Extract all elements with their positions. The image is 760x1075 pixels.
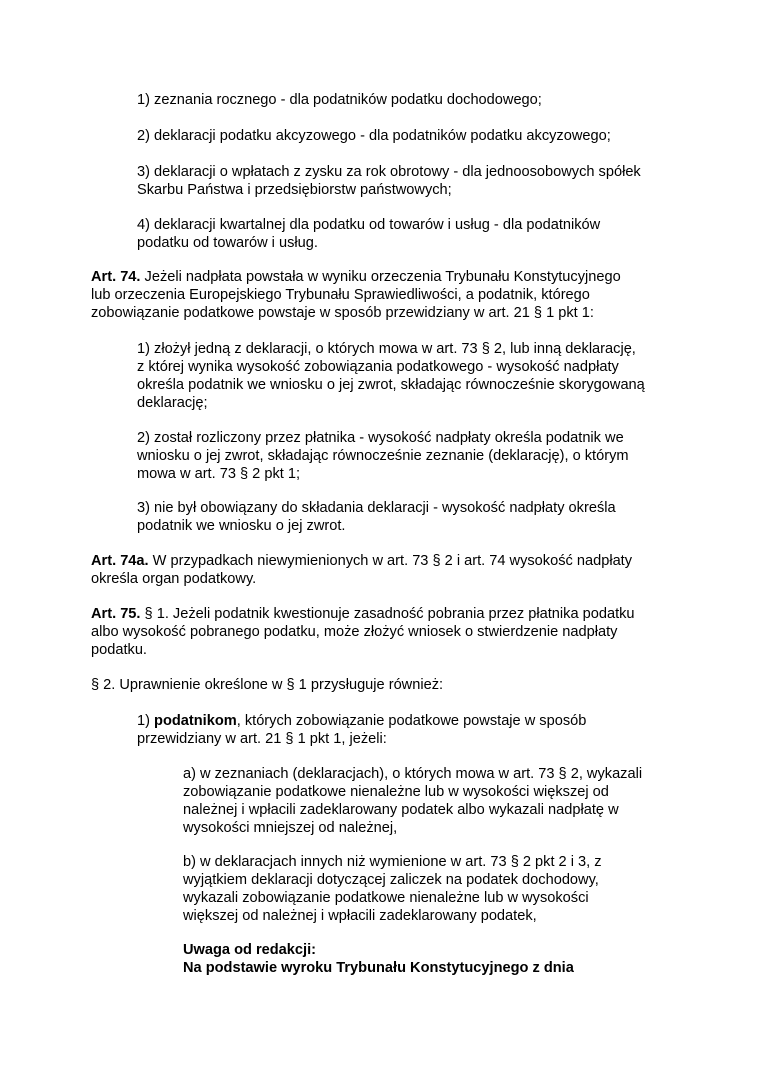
point-text: podatnik we wniosku o jej zwrot. [137,518,346,534]
article-75-letter-a [183,765,642,837]
letter-text: wyjątkiem deklaracji dotyczącej zaliczek na podatek dochodowy, [183,872,599,888]
point-text: 2) został rozliczony przez płatnika - wysokość nadpłaty określa podatnik we [137,430,624,446]
note-title: Uwaga od redakcji: [183,942,317,958]
letter-text: należnej i wpłacili zadeklarowany podatek albo wykazali nadpłatę w [183,802,619,818]
list-item-text: Skarbu Państwa i przedsiębiorstw państwowych; [137,182,452,198]
list-item-4 [137,216,600,252]
list-item-text: 2) deklaracji podatku akcyzowego - dla podatników podatku akcyzowego; [137,128,611,144]
article-label: Art. 75. [91,606,141,622]
article-text: określa organ podatkowy. [91,571,257,587]
article-text: zobowiązanie podatkowe powstaje w sposób przewidziany w art. 21 § 1 pkt 1: [91,305,594,321]
point-text: 1) złożył jedną z deklaracji, o których mowa w art. 73 § 2, lub inną deklarację, [137,341,636,357]
article-74-point-3 [137,499,616,535]
article-text: lub orzeczenia Europejskiego Trybunału Sprawiedliwości, a podatnik, którego [91,287,590,303]
point-text: mowa w art. 73 § 2 pkt 1; [137,466,301,482]
article-text: Jeżeli nadpłata powstała w wyniku orzeczenia Trybunału Konstytucyjnego [140,269,621,285]
point-text: wniosku o jej zwrot, składając równocześnie zeznanie (deklarację), o którym [137,448,629,464]
editorial-note [183,941,574,977]
letter-text: wysokości mniejszej od należnej, [183,820,398,836]
note-text: Na podstawie wyroku Trybunału Konstytucyjnego z dnia [183,960,574,976]
letter-text: zobowiązanie podatkowe nienależne lub w wysokości większej od [183,784,609,800]
point-text: 3) nie był obowiązany do składania deklaracji - wysokość nadpłaty określa [137,500,616,516]
point-bold-term: podatnikom [154,713,237,729]
article-75-point-1 [137,712,586,748]
article-74 [91,268,621,322]
article-75-paragraph-2 [91,676,443,694]
point-text: , których zobowiązanie podatkowe powstaje w sposób [236,713,587,729]
point-text: z której wynika wysokość zobowiązania podatkowego - wysokość nadpłaty [137,359,619,375]
point-number: 1) [137,713,155,729]
article-74-point-1 [137,340,645,412]
list-item-1 [137,91,542,109]
article-text: albo wysokość pobranego podatku, może złożyć wniosek o stwierdzenie nadpłaty [91,624,618,640]
article-74-point-2 [137,429,629,483]
list-item-text: podatku od towarów i usług. [137,235,318,251]
letter-text: b) w deklaracjach innych niż wymienione w art. 73 § 2 pkt 2 i 3, z [183,854,602,870]
list-item-text: 3) deklaracji o wpłatach z zysku za rok obrotowy - dla jednoosobowych spółek [137,164,641,180]
article-75 [91,605,635,659]
article-text: W przypadkach niewymienionych w art. 73 § 2 i art. 74 wysokość nadpłaty [148,553,633,569]
article-74a [91,552,632,588]
article-75-letter-b [183,853,602,925]
article-label: Art. 74a. [91,553,149,569]
article-text: § 1. Jeżeli podatnik kwestionuje zasadność pobrania przez płatnika podatku [140,606,635,622]
point-text: deklarację; [137,395,208,411]
list-item-3 [137,163,641,199]
letter-text: wykazali zobowiązanie podatkowe nienależne lub w wysokości [183,890,589,906]
article-label: Art. 74. [91,269,141,285]
letter-text: większej od należnej i wpłacili zadeklarowany podatek, [183,908,537,924]
list-item-text: 4) deklaracji kwartalnej dla podatku od towarów i usług - dla podatników [137,217,601,233]
letter-text: a) w zeznaniach (deklaracjach), o których mowa w art. 73 § 2, wykazali [183,766,643,782]
paragraph-text: § 2. Uprawnienie określone w § 1 przysługuje również: [91,677,444,693]
list-item-text: 1) zeznania rocznego - dla podatników podatku dochodowego; [137,92,542,108]
list-item-2 [137,127,611,145]
point-text: przewidziany w art. 21 § 1 pkt 1, jeżeli: [137,731,387,747]
point-text: określa podatnik we wniosku o jej zwrot, składając równocześnie skorygowaną [137,377,645,393]
article-text: podatku. [91,642,147,658]
